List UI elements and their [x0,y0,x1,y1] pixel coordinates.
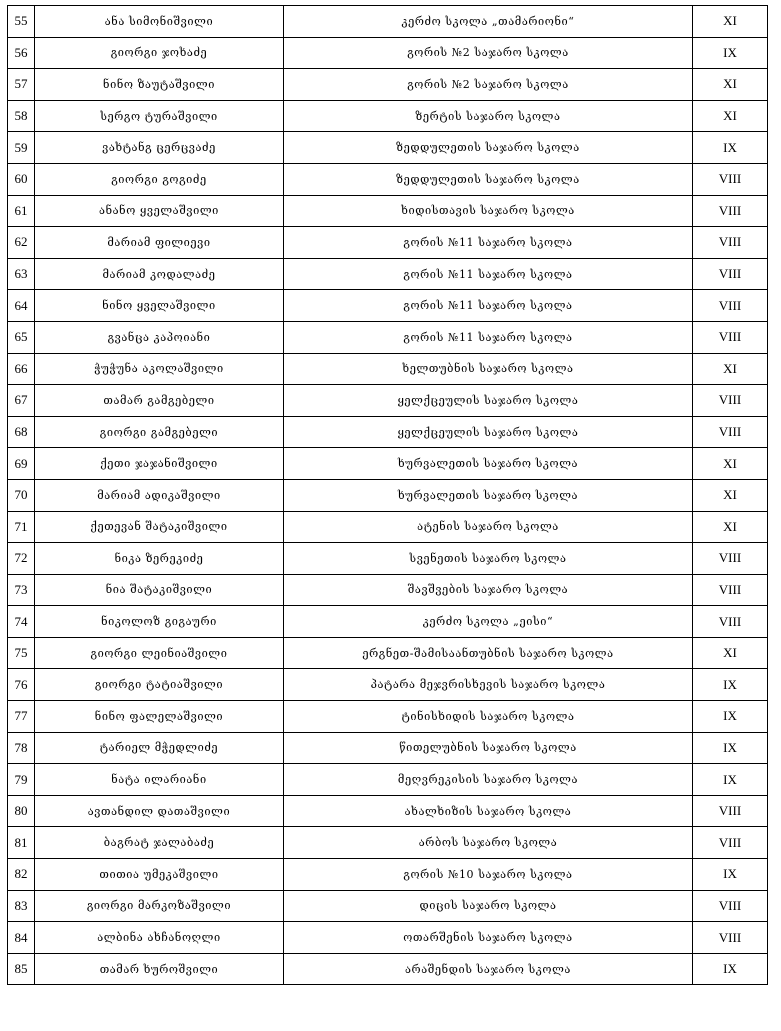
row-number-cell: 59 [8,132,35,164]
grade-cell: XI [693,69,768,101]
school-name-cell: ზედდულეთის საჯარო სკოლა [284,163,693,195]
row-number-cell: 65 [8,321,35,353]
row-number-cell: 73 [8,574,35,606]
student-name-cell: გიორგი გოგიძე [35,163,284,195]
row-number-cell: 77 [8,701,35,733]
student-name-cell: გიორგი გამგებელი [35,416,284,448]
student-name-cell: ნინო ყველაშვილი [35,290,284,322]
school-name-cell: არაშენდის საჯარო სკოლა [284,953,693,985]
grade-cell: VIII [693,795,768,827]
school-name-cell: კერძო სკოლა „ეისი“ [284,606,693,638]
table-row [8,6,768,38]
grade-cell: XI [693,448,768,480]
grade-cell: VIII [693,290,768,322]
row-number-cell: 66 [8,353,35,385]
student-name-cell: გიორგი ჯოხაძე [35,37,284,69]
row-number-cell: 79 [8,764,35,796]
school-name-cell: გორის №11 საჯარო სკოლა [284,227,693,259]
row-number-cell: 70 [8,479,35,511]
school-name-cell: პატარა მეჯვრისხევის საჯარო სკოლა [284,669,693,701]
row-number-cell: 67 [8,385,35,417]
student-name-cell: თითია უმეკაშვილი [35,859,284,891]
student-name-cell: ნინო ფალელაშვილი [35,701,284,733]
table-row [8,132,768,164]
school-name-cell: ყელქცეულის საჯარო სკოლა [284,416,693,448]
student-name-cell: გიორგი ტატიაშვილი [35,669,284,701]
table-row [8,922,768,954]
grade-cell: VIII [693,606,768,638]
row-number-cell: 62 [8,227,35,259]
row-number-cell: 60 [8,163,35,195]
row-number-cell: 61 [8,195,35,227]
grade-cell: XI [693,479,768,511]
grade-cell: VIII [693,163,768,195]
grade-cell: IX [693,701,768,733]
school-name-cell: გორის №2 საჯარო სკოლა [284,37,693,69]
student-name-cell: ავთანდილ დათაშვილი [35,795,284,827]
student-name-cell: ქეთევან შატაკიშვილი [35,511,284,543]
student-name-cell: მარიამ ფილიევი [35,227,284,259]
grade-cell: VIII [693,890,768,922]
grade-cell: XI [693,100,768,132]
school-name-cell: ხელთუბნის საჯარო სკოლა [284,353,693,385]
grade-cell: IX [693,132,768,164]
school-name-cell: სვენეთის საჯარო სკოლა [284,543,693,575]
student-name-cell: ნიკოლოზ გიგაური [35,606,284,638]
table-row [8,100,768,132]
row-number-cell: 74 [8,606,35,638]
table-row [8,669,768,701]
grade-cell: VIII [693,827,768,859]
table-row [8,732,768,764]
table-row [8,859,768,891]
student-name-cell: ბაგრატ ჯალაბაძე [35,827,284,859]
grade-cell: VIII [693,258,768,290]
grade-cell: VIII [693,227,768,259]
school-name-cell: ატენის საჯარო სკოლა [284,511,693,543]
table-row [8,606,768,638]
school-name-cell: ტინისხიდის საჯარო სკოლა [284,701,693,733]
row-number-cell: 58 [8,100,35,132]
school-name-cell: გორის №11 საჯარო სკოლა [284,290,693,322]
school-name-cell: გორის №10 საჯარო სკოლა [284,859,693,891]
student-name-cell: ალბინა ახჩანოღლი [35,922,284,954]
table-row [8,574,768,606]
grade-cell: VIII [693,385,768,417]
student-name-cell: ნატა ილარიანი [35,764,284,796]
row-number-cell: 80 [8,795,35,827]
table-row [8,511,768,543]
document-page [7,5,767,1025]
grade-cell: IX [693,732,768,764]
students-table [7,5,768,985]
table-row [8,195,768,227]
grade-cell: VIII [693,574,768,606]
student-name-cell: ქეთი ჯაჯანიშვილი [35,448,284,480]
school-name-cell: ახალხიზის საჯარო სკოლა [284,795,693,827]
grade-cell: VIII [693,321,768,353]
school-name-cell: კერძო სკოლა „თამარიონი“ [284,6,693,38]
student-name-cell: ანა სიმონიშვილი [35,6,284,38]
row-number-cell: 78 [8,732,35,764]
student-name-cell: ტარიელ მჭედლიძე [35,732,284,764]
grade-cell: VIII [693,922,768,954]
student-name-cell: გიორგი ლეინიაშვილი [35,637,284,669]
school-name-cell: წითელუბნის საჯარო სკოლა [284,732,693,764]
table-row [8,385,768,417]
grade-cell: IX [693,859,768,891]
row-number-cell: 71 [8,511,35,543]
row-number-cell: 57 [8,69,35,101]
grade-cell: XI [693,353,768,385]
student-name-cell: ნინო ზაუტაშვილი [35,69,284,101]
student-name-cell: თამარ გამგებელი [35,385,284,417]
school-name-cell: გორის №2 საჯარო სკოლა [284,69,693,101]
table-row [8,69,768,101]
student-name-cell: მარიამ კოდალაძე [35,258,284,290]
school-name-cell: შავშვების საჯარო სკოლა [284,574,693,606]
school-name-cell: ერგნეთ-შამისაანთუბნის საჯარო სკოლა [284,637,693,669]
student-name-cell: ანანო ყველაშვილი [35,195,284,227]
row-number-cell: 56 [8,37,35,69]
grade-cell: IX [693,37,768,69]
student-name-cell: თამარ ხუროშვილი [35,953,284,985]
school-name-cell: მეღვრეკისის საჯარო სკოლა [284,764,693,796]
student-name-cell: გვანცა კაპოიანი [35,321,284,353]
table-row [8,953,768,985]
row-number-cell: 82 [8,859,35,891]
school-name-cell: ოთარშენის საჯარო სკოლა [284,922,693,954]
student-name-cell: ნია შატაკიშვილი [35,574,284,606]
school-name-cell: ზერტის საჯარო სკოლა [284,100,693,132]
grade-cell: VIII [693,416,768,448]
student-name-cell: ვახტანგ ცერცვაძე [35,132,284,164]
row-number-cell: 85 [8,953,35,985]
student-name-cell: მარიამ ადიკაშვილი [35,479,284,511]
row-number-cell: 75 [8,637,35,669]
table-row [8,321,768,353]
school-name-cell: გორის №11 საჯარო სკოლა [284,258,693,290]
table-row [8,701,768,733]
grade-cell: VIII [693,195,768,227]
table-row [8,37,768,69]
row-number-cell: 64 [8,290,35,322]
table-row [8,416,768,448]
grade-cell: XI [693,6,768,38]
row-number-cell: 84 [8,922,35,954]
school-name-cell: დიცის საჯარო სკოლა [284,890,693,922]
grade-cell: IX [693,669,768,701]
grade-cell: XI [693,511,768,543]
school-name-cell: გორის №11 საჯარო სკოლა [284,321,693,353]
table-body [8,6,768,985]
row-number-cell: 83 [8,890,35,922]
grade-cell: IX [693,764,768,796]
table-row [8,227,768,259]
table-row [8,795,768,827]
student-name-cell: სერგო ტურაშვილი [35,100,284,132]
student-name-cell: გიორგი მარკოზაშვილი [35,890,284,922]
table-row [8,543,768,575]
school-name-cell: ხურვალეთის საჯარო სკოლა [284,448,693,480]
table-row [8,637,768,669]
school-name-cell: ხურვალეთის საჯარო სკოლა [284,479,693,511]
school-name-cell: არბოს საჯარო სკოლა [284,827,693,859]
grade-cell: XI [693,637,768,669]
table-row [8,353,768,385]
table-row [8,890,768,922]
student-name-cell: ჭუჭუნა აკოლაშვილი [35,353,284,385]
table-row [8,827,768,859]
school-name-cell: ზედდულეთის საჯარო სკოლა [284,132,693,164]
grade-cell: IX [693,953,768,985]
school-name-cell: ყელქცეულის საჯარო სკოლა [284,385,693,417]
row-number-cell: 68 [8,416,35,448]
table-row [8,479,768,511]
school-name-cell: ხიდისთავის საჯარო სკოლა [284,195,693,227]
table-row [8,764,768,796]
row-number-cell: 81 [8,827,35,859]
table-row [8,448,768,480]
grade-cell: VIII [693,543,768,575]
row-number-cell: 63 [8,258,35,290]
table-row [8,163,768,195]
student-name-cell: ნიკა ზერეკიძე [35,543,284,575]
row-number-cell: 72 [8,543,35,575]
table-row [8,290,768,322]
table-row [8,258,768,290]
row-number-cell: 55 [8,6,35,38]
row-number-cell: 69 [8,448,35,480]
row-number-cell: 76 [8,669,35,701]
